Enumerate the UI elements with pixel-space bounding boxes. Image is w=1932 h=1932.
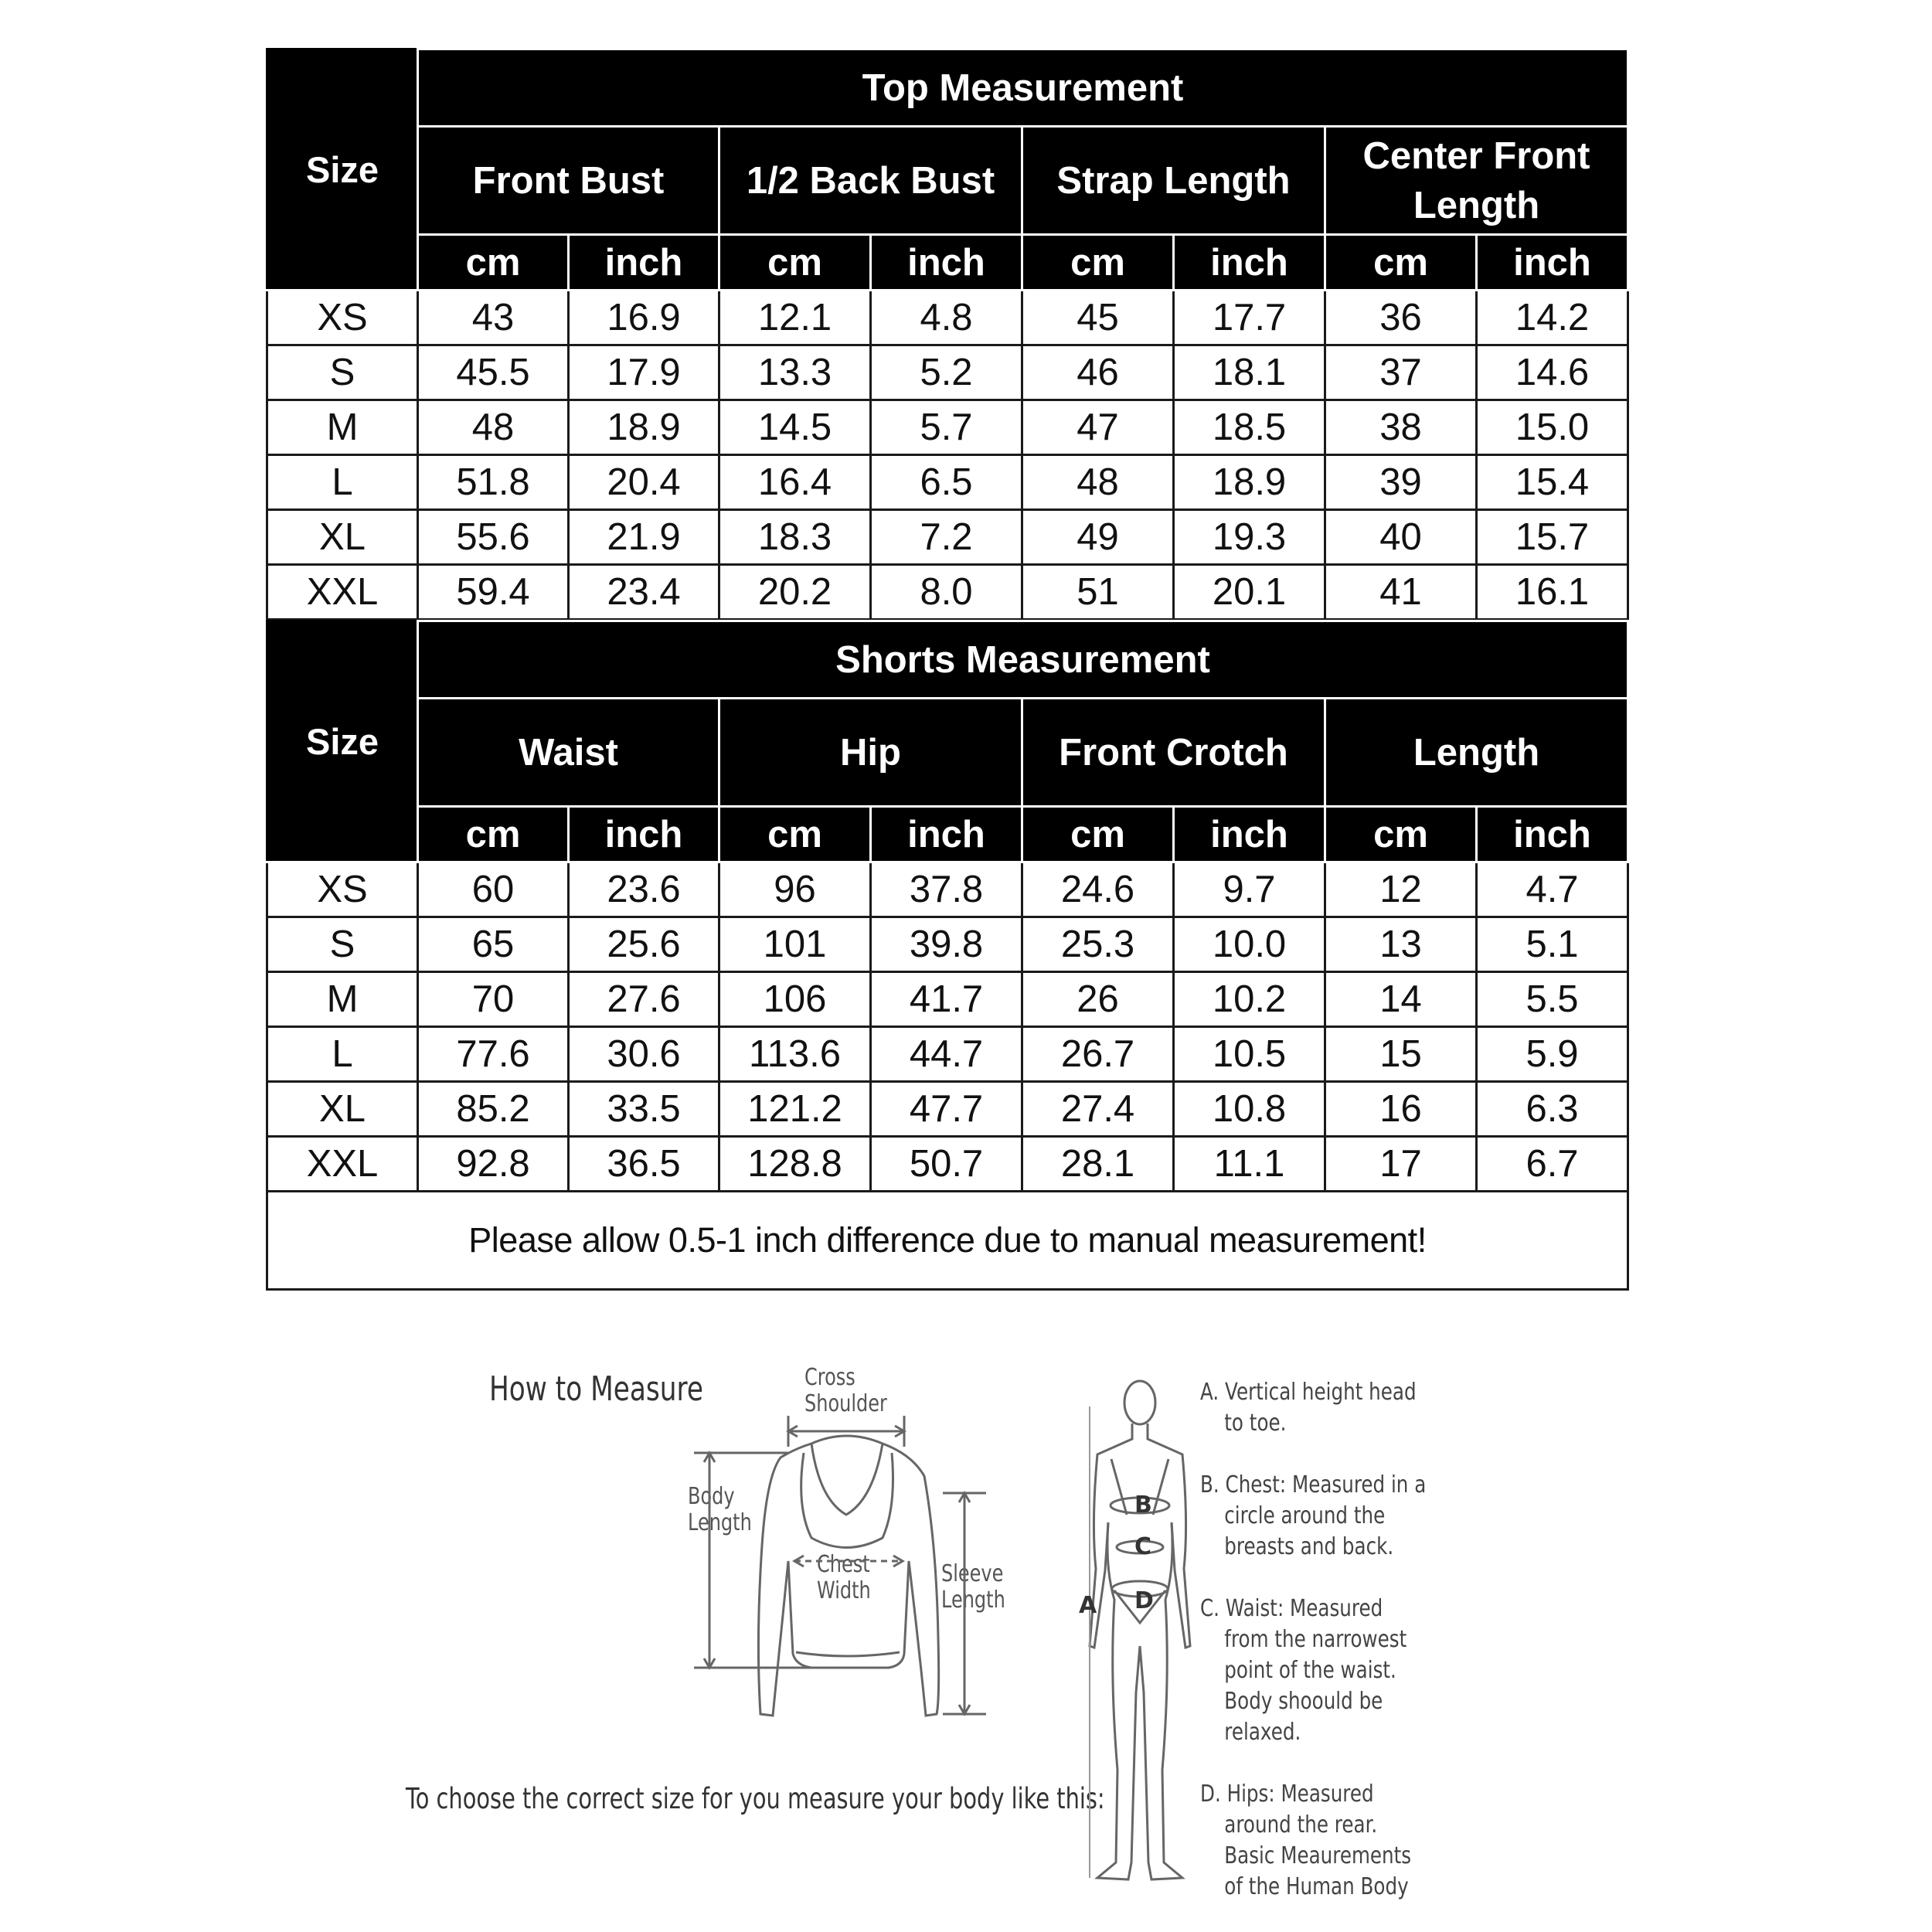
body-figure-diagram: [1074, 1368, 1198, 1893]
definition-b: B. Chest: Measured in a circle around the breasts and back.: [1200, 1471, 1427, 1560]
table-row: [267, 972, 1628, 1027]
measurement-value: 15: [1325, 1027, 1477, 1082]
unit-header: inch: [1477, 235, 1628, 291]
measurement-value: 6.7: [1477, 1137, 1628, 1192]
table-row: [267, 455, 1628, 510]
measurement-value: 7.2: [871, 510, 1022, 565]
measurement-value: 51.8: [418, 455, 569, 510]
definition-d: D. Hips: Measured around the rear. Basic Meaurements of the Human Body: [1200, 1781, 1412, 1900]
measurement-value: 27.6: [569, 972, 719, 1027]
measurement-value: 20.1: [1174, 565, 1325, 620]
size-label: XS: [267, 291, 418, 345]
measurement-value: 10.8: [1174, 1082, 1325, 1137]
measurement-value: 25.6: [569, 917, 719, 972]
measurement-value: 38: [1325, 400, 1477, 455]
measurement-value: 41: [1325, 565, 1477, 620]
measurement-value: 17.9: [569, 345, 719, 400]
table-row: [267, 565, 1628, 620]
column-header: Front Crotch: [1022, 699, 1325, 807]
size-label: XL: [267, 1082, 418, 1137]
measurement-value: 8.0: [871, 565, 1022, 620]
definition-a: A. Vertical height head to toe.: [1200, 1379, 1417, 1437]
unit-header: cm: [1325, 235, 1477, 291]
measurement-value: 39.8: [871, 917, 1022, 972]
measurement-value: 16.1: [1477, 565, 1628, 620]
measurement-value: 17.7: [1174, 291, 1325, 345]
unit-header: inch: [569, 235, 719, 291]
unit-header: inch: [871, 807, 1022, 862]
measurement-value: 30.6: [569, 1027, 719, 1082]
size-label: L: [267, 1027, 418, 1082]
measurement-value: 12.1: [719, 291, 871, 345]
measurement-value: 4.8: [871, 291, 1022, 345]
measurement-value: 19.3: [1174, 510, 1325, 565]
table-row: [267, 345, 1628, 400]
body-marker-c: C: [1134, 1533, 1152, 1560]
measurement-value: 14: [1325, 972, 1477, 1027]
measurement-value: 10.0: [1174, 917, 1325, 972]
measurement-value: 47: [1022, 400, 1174, 455]
measurement-value: 20.2: [719, 565, 871, 620]
measurement-value: 121.2: [719, 1082, 871, 1137]
body-marker-a: A: [1079, 1592, 1097, 1619]
measurement-value: 47.7: [871, 1082, 1022, 1137]
measurement-value: 17: [1325, 1137, 1477, 1192]
unit-header: inch: [1174, 807, 1325, 862]
measurement-value: 15.7: [1477, 510, 1628, 565]
size-label: XL: [267, 510, 418, 565]
column-header: Center Front Length: [1325, 127, 1628, 235]
measurement-value: 16.9: [569, 291, 719, 345]
measurement-value: 5.7: [871, 400, 1022, 455]
measurement-value: 18.1: [1174, 345, 1325, 400]
jacket-diagram: [680, 1406, 1020, 1731]
column-header: Front Bust: [418, 127, 719, 235]
chest-width-label: Chest Width: [817, 1551, 871, 1604]
measurement-value: 18.3: [719, 510, 871, 565]
unit-header: inch: [1477, 807, 1628, 862]
unit-header: cm: [1325, 807, 1477, 862]
measurement-value: 48: [418, 400, 569, 455]
measurement-value: 113.6: [719, 1027, 871, 1082]
measurement-value: 46: [1022, 345, 1174, 400]
measurement-value: 12: [1325, 862, 1477, 917]
measurement-value: 14.6: [1477, 345, 1628, 400]
size-header: Size: [267, 621, 418, 862]
body-marker-b: B: [1134, 1492, 1152, 1519]
measurement-value: 40: [1325, 510, 1477, 565]
column-header: Waist: [418, 699, 719, 807]
table-row: [267, 510, 1628, 565]
measurement-value: 70: [418, 972, 569, 1027]
measurement-value: 5.9: [1477, 1027, 1628, 1082]
measurement-value: 77.6: [418, 1027, 569, 1082]
measurement-value: 11.1: [1174, 1137, 1325, 1192]
measurement-value: 13.3: [719, 345, 871, 400]
table-row: [267, 1082, 1628, 1137]
measurement-value: 23.4: [569, 565, 719, 620]
measurement-value: 41.7: [871, 972, 1022, 1027]
table-row: [267, 1027, 1628, 1082]
measurement-value: 15.0: [1477, 400, 1628, 455]
measurement-value: 13: [1325, 917, 1477, 972]
cross-shoulder-label: Cross Shoulder: [804, 1364, 887, 1417]
unit-header: cm: [1022, 235, 1174, 291]
measurement-value: 60: [418, 862, 569, 917]
unit-header: cm: [719, 235, 871, 291]
column-header: Hip: [719, 699, 1022, 807]
table-row: [267, 917, 1628, 972]
measurement-value: 18.5: [1174, 400, 1325, 455]
measurement-value: 27.4: [1022, 1082, 1174, 1137]
measurement-value: 5.1: [1477, 917, 1628, 972]
size-label: S: [267, 917, 418, 972]
instruction-text: To choose the correct size for you measure your body like this:: [406, 1782, 1105, 1815]
measurement-value: 18.9: [569, 400, 719, 455]
measurement-value: 45: [1022, 291, 1174, 345]
measurement-value: 128.8: [719, 1137, 871, 1192]
measurement-value: 96: [719, 862, 871, 917]
measurement-value: 65: [418, 917, 569, 972]
size-label: M: [267, 400, 418, 455]
measurement-value: 33.5: [569, 1082, 719, 1137]
table-title: Top Measurement: [418, 49, 1628, 127]
table-row: [267, 291, 1628, 345]
measurement-value: 16.4: [719, 455, 871, 510]
unit-header: inch: [1174, 235, 1325, 291]
measurement-value: 55.6: [418, 510, 569, 565]
measurement-value: 14.5: [719, 400, 871, 455]
measurement-value: 28.1: [1022, 1137, 1174, 1192]
measurement-value: 21.9: [569, 510, 719, 565]
column-header: 1/2 Back Bust: [719, 127, 1022, 235]
measurement-value: 48: [1022, 455, 1174, 510]
measurement-value: 6.5: [871, 455, 1022, 510]
measurement-value: 14.2: [1477, 291, 1628, 345]
measurement-value: 59.4: [418, 565, 569, 620]
table-row: [267, 1137, 1628, 1192]
how-to-measure-title: How to Measure: [489, 1369, 704, 1409]
measurement-value: 44.7: [871, 1027, 1022, 1082]
table-row: [267, 400, 1628, 455]
measurement-value: 50.7: [871, 1137, 1022, 1192]
measurement-value: 25.3: [1022, 917, 1174, 972]
measurement-value: 6.3: [1477, 1082, 1628, 1137]
measurement-value: 45.5: [418, 345, 569, 400]
size-label: XS: [267, 862, 418, 917]
measurement-value: 10.5: [1174, 1027, 1325, 1082]
size-header: Size: [267, 49, 418, 291]
measurement-value: 4.7: [1477, 862, 1628, 917]
unit-header: cm: [418, 235, 569, 291]
unit-header: cm: [719, 807, 871, 862]
body-marker-d: D: [1134, 1587, 1154, 1614]
definition-c: C. Waist: Measured from the narrowest point of the waist. Body shoould be relaxed.: [1200, 1595, 1407, 1746]
measurement-value: 36: [1325, 291, 1477, 345]
measurement-value: 37.8: [871, 862, 1022, 917]
unit-header: cm: [1022, 807, 1174, 862]
unit-header: cm: [418, 807, 569, 862]
table-row: [267, 862, 1628, 917]
unit-header: inch: [569, 807, 719, 862]
measurement-value: 37: [1325, 345, 1477, 400]
measurement-value: 85.2: [418, 1082, 569, 1137]
shorts-measurement-table: [266, 620, 1629, 1291]
body-length-label: Body Length: [688, 1483, 752, 1536]
measurement-value: 5.5: [1477, 972, 1628, 1027]
unit-header: inch: [871, 235, 1022, 291]
sleeve-length-label: Sleeve Length: [941, 1560, 1005, 1614]
measurement-value: 106: [719, 972, 871, 1027]
column-header: Strap Length: [1022, 127, 1325, 235]
measurement-value: 26.7: [1022, 1027, 1174, 1082]
size-label: XXL: [267, 1137, 418, 1192]
measurement-value: 36.5: [569, 1137, 719, 1192]
measurement-value: 20.4: [569, 455, 719, 510]
size-label: M: [267, 972, 418, 1027]
measurement-value: 51: [1022, 565, 1174, 620]
measurement-value: 43: [418, 291, 569, 345]
measurement-value: 26: [1022, 972, 1174, 1027]
size-label: S: [267, 345, 418, 400]
size-label: XXL: [267, 565, 418, 620]
measurement-value: 49: [1022, 510, 1174, 565]
measurement-value: 15.4: [1477, 455, 1628, 510]
measurement-note: Please allow 0.5-1 inch difference due to manual measurement!: [267, 1192, 1628, 1290]
measurement-value: 23.6: [569, 862, 719, 917]
measurement-value: 101: [719, 917, 871, 972]
measurement-value: 39: [1325, 455, 1477, 510]
size-label: L: [267, 455, 418, 510]
measurement-value: 9.7: [1174, 862, 1325, 917]
measurement-value: 92.8: [418, 1137, 569, 1192]
top-measurement-table: [266, 48, 1629, 621]
measurement-value: 10.2: [1174, 972, 1325, 1027]
table-title: Shorts Measurement: [418, 621, 1628, 699]
measurement-value: 18.9: [1174, 455, 1325, 510]
column-header: Length: [1325, 699, 1628, 807]
measurement-value: 24.6: [1022, 862, 1174, 917]
measurement-value: 16: [1325, 1082, 1477, 1137]
measurement-value: 5.2: [871, 345, 1022, 400]
